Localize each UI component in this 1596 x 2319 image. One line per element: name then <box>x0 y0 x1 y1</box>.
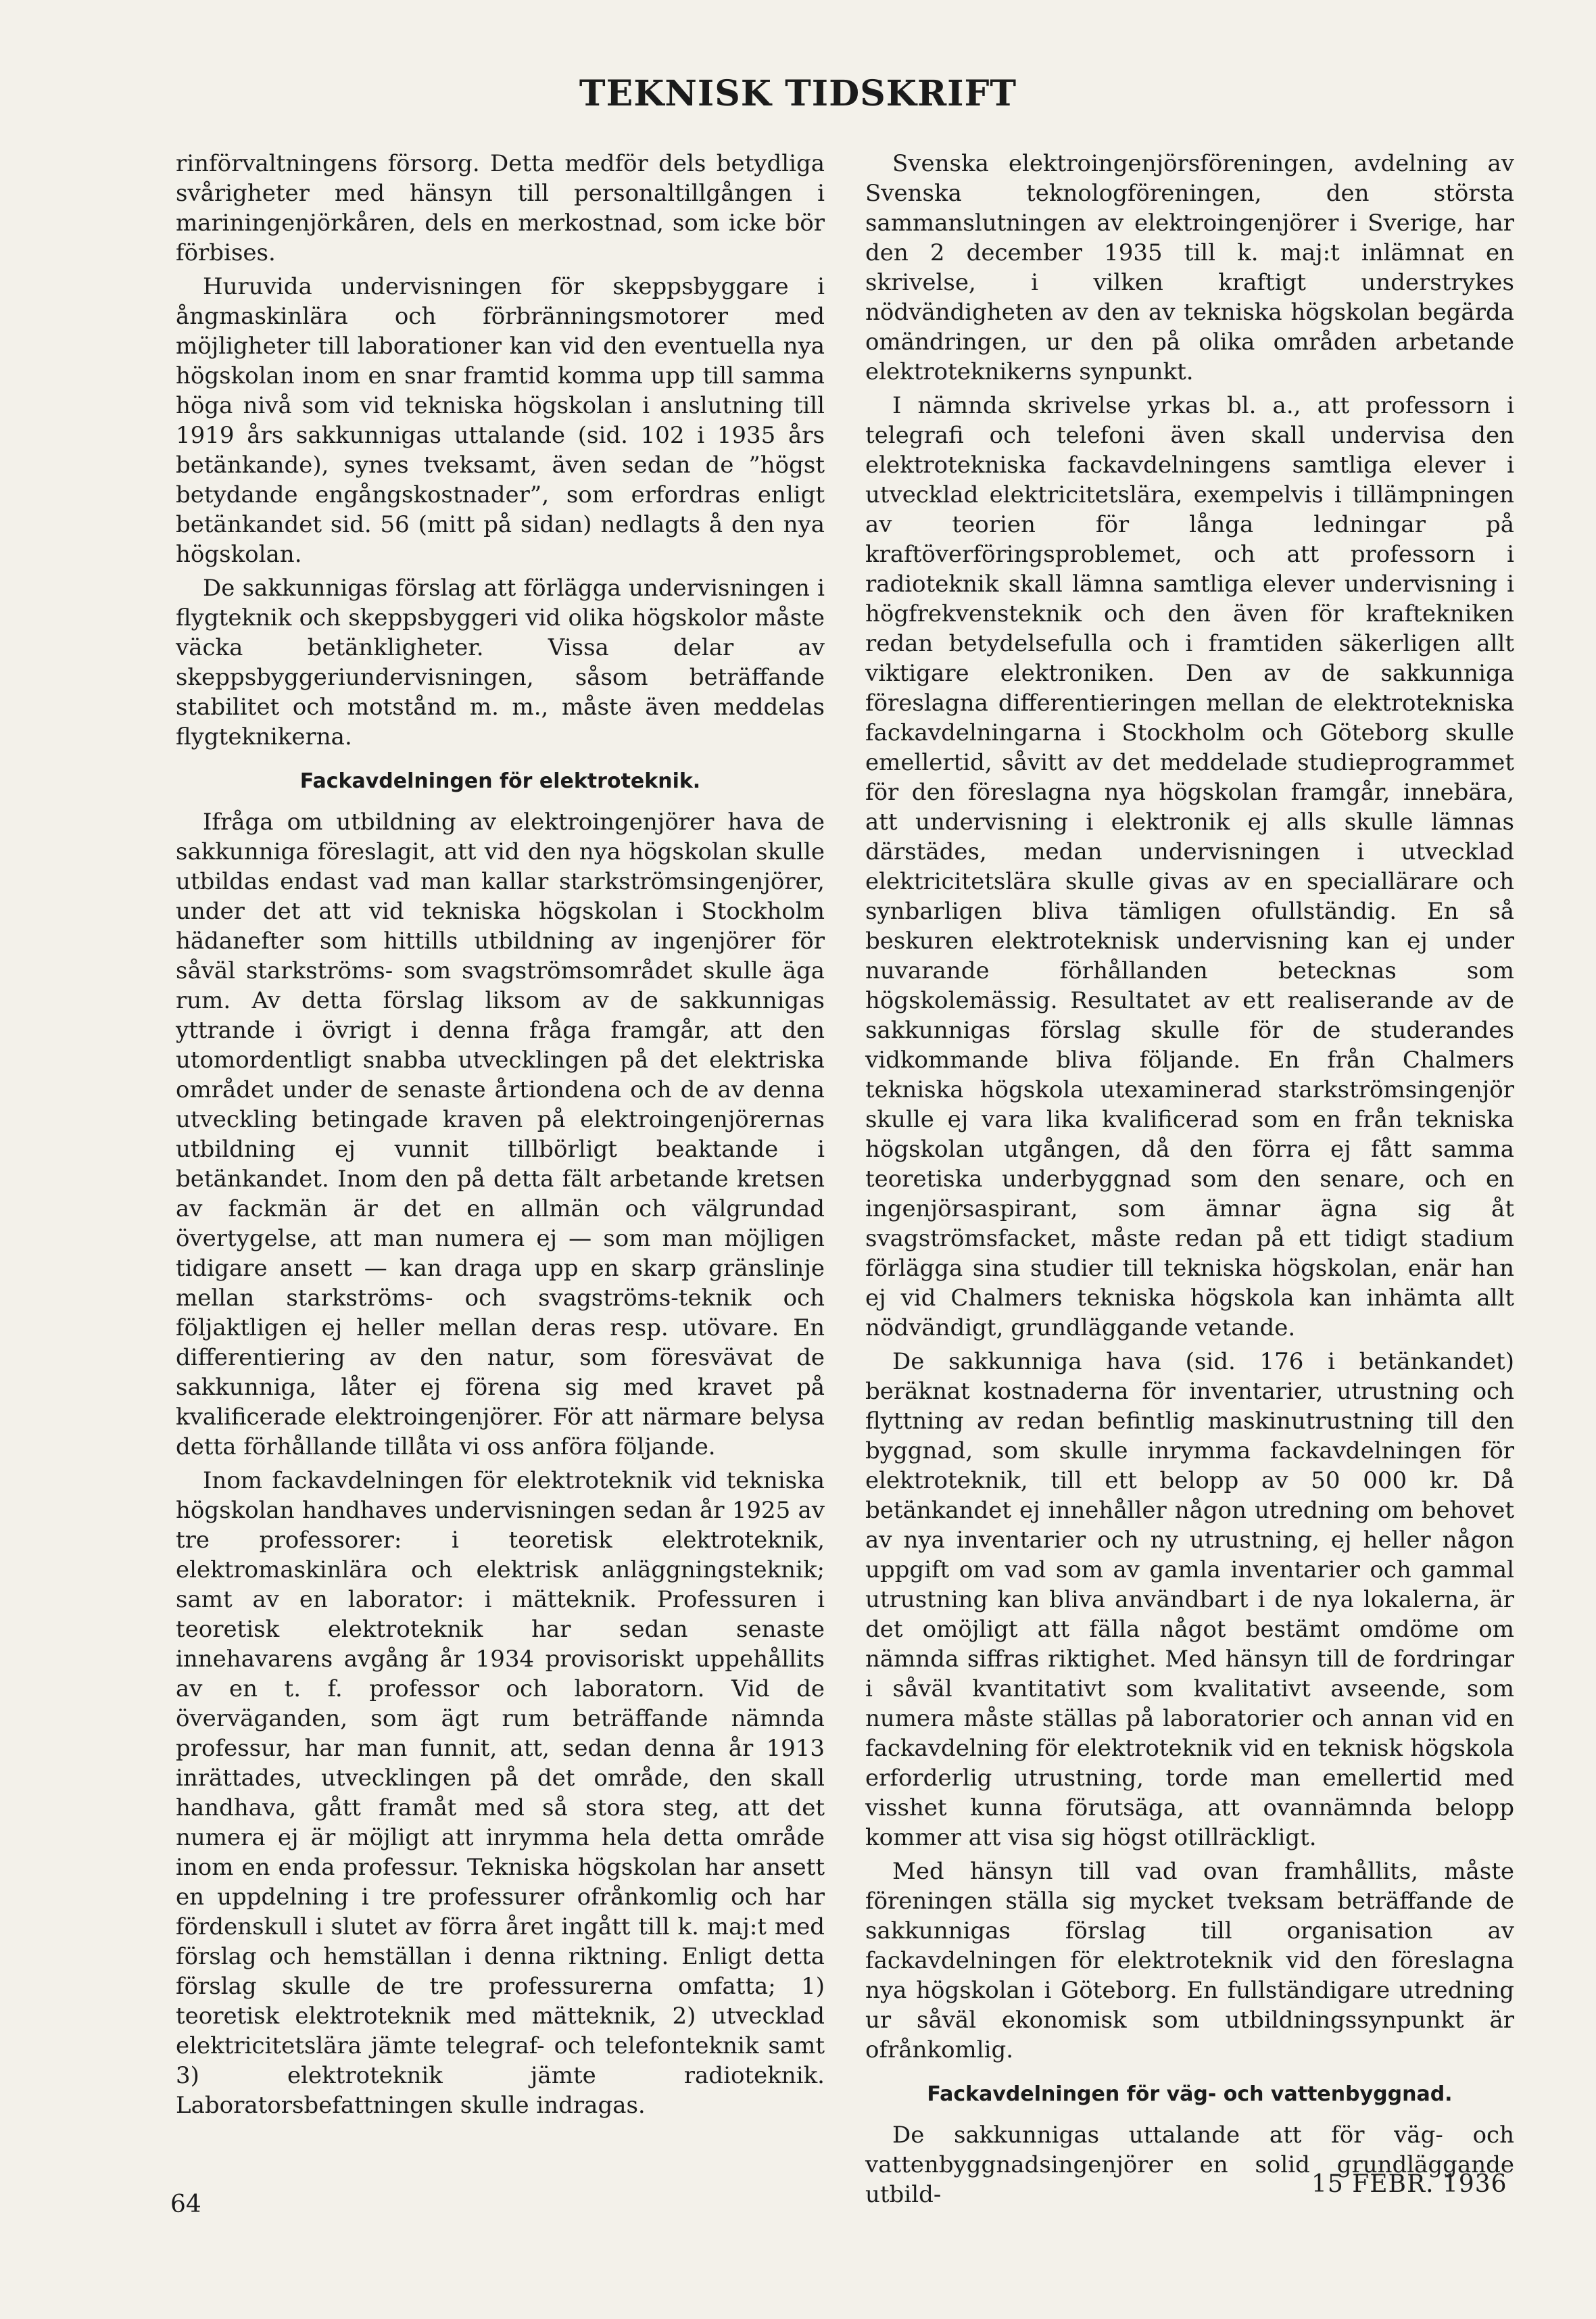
paragraph: Inom fackavdelningen för elektroteknik vid tekniska högskolan handhaves undervisningen sedan år 1925 av tre professorer: i teoretisk elektroteknik, elektromaskinlära och elektrisk anläggningsteknik; samt av en laborator: i mätteknik. Professuren i teoretisk elektroteknik har sedan senaste innehavarens avgång år 1934 provisoriskt uppehållits av en t. f. professor och laboratorn. Vid de överväganden, som ägt rum beträffande nämnda professur, har man funnit, att, sedan denna år 1913 inrättades, utvecklingen på det område, den skall handhava, gått framåt med så stora steg, att det numera ej är möjligt att inrymma hela detta område inom en enda professur. Tekniska högskolan har ansett en uppdelning i tre professurer ofrånkomlig och har fördenskull i slutet av förra året ingått till k. maj:t med förslag och hemställan i denna riktning. Enligt detta förslag skulle de tre professurerna omfatta; 1) teoretisk elektroteknik med mätteknik, 2) utvecklad elektricitetslära jämte telegraf- och telefonteknik samt 3) elektroteknik jämte radioteknik. Laboratorsbefattningen skulle indragas. <box>176 1467 825 2119</box>
issue-date: 15 FEBR. 1936 <box>1311 2170 1507 2198</box>
journal-header: TEKNISK TIDSKRIFT <box>579 73 1017 114</box>
paragraph: rinförvaltningens försorg. Detta medför dels betydliga svårigheter med hänsyn till personaltillgången i mariningenjörkåren, dels en merkostnad, som icke bör förbises. <box>176 150 825 266</box>
paragraph: De sakkunnigas förslag att förlägga undervisningen i flygteknik och skeppsbyggeri vid olika högskolor måste väcka betänkligheter. Vissa delar av skeppsbyggeriundervisningen, såsom beträffande stabilitet och motstånd m. m., måste även meddelas flygteknikerna. <box>176 575 825 750</box>
paragraph: Huruvida undervisningen för skeppsbyggare i ångmaskinlära och förbränningsmotorer med möjligheter till laborationer kan vid den eventuella nya högskolan inom en snar framtid komma upp till samma höga nivå som vid tekniska högskolan i anslutning till 1919 års sakkunnigas uttalande (sid. 102 i 1935 års betänkande), synes tveksamt, även sedan de ”högst betydande engångskostnader”, som erfordras enligt betänkandet sid. 56 (mitt på sidan) nedlagts å den nya högskolan. <box>176 273 825 568</box>
left-column <box>176 149 825 2124</box>
paragraph: De sakkunnigas uttalande att för väg- och vattenbyggnadsingenjörer en solid grundläggande utbild- <box>865 2122 1514 2208</box>
paragraph: I nämnda skrivelse yrkas bl. a., att professorn i telegrafi och telefoni även skall undervisa den elektrotekniska fackavdelningens samtliga elever i utvecklad elektricitetslära, exempelvis i tillämpningen av teorien för långa ledningar på kraftöverföringsproblemet, och att professorn i radioteknik skall lämna samtliga elever undervisning i högfrekvensteknik och den även för kraftekniken redan betydelsefulla och i framtiden säkerligen allt viktigare elektroniken. Den av de sakkunniga föreslagna differentieringen mellan de elektrotekniska fackavdelningarna i Stockholm och Göteborg skulle emellertid, såvitt av det meddelade studieprogrammet för den föreslagna nya högskolan framgår, innebära, att undervisning i elektronik ej alls skulle lämnas därstädes, medan undervisningen i utvecklad elektricitetslära skulle givas av en speciallärare och synbarligen bliva tämligen ofullständig. En så beskuren elektroteknisk undervisning kan ej under nuvarande förhållanden betecknas som högskolemässig. Resultatet av ett realiserande av de sakkunnigas förslag skulle för de studerandes vidkommande bliva följande. En från Chalmers tekniska högskola utexaminerad starkströmsingenjör skulle ej vara lika kvalificerad som en från tekniska högskolan utgången, då den förra ej fått samma teoretiska underbyggnad som den senare, och en ingenjörsaspirant, som ämnar ägna sig åt svagströmsfacket, måste redan på ett tidigt stadium förlägga sina studier till tekniska högskolan, enär han ej vid Chalmers tekniska högskola kan inhämta allt nödvändigt, grundläggande vetande. <box>865 392 1514 1341</box>
paragraph: Svenska elektroingenjörsföreningen, avdelning av Svenska teknologföreningen, den största sammanslutningen av elektroingenjörer i Sverige, har den 2 december 1935 till k. maj:t inlämnat en skrivelse, i vilken kraftigt understrykes nödvändigheten av den av tekniska högskolan begärda omändringen, ur den på olika områden arbetande elektroteknikerns synpunkt. <box>865 150 1514 385</box>
section-heading: Fackavdelningen för väg- och vattenbyggnad. <box>927 2082 1453 2106</box>
paragraph: Ifråga om utbildning av elektroingenjörer hava de sakkunniga föreslagit, att vid den nya högskolan skulle utbildas endast vad man kallar starkströmsingenjörer, under det att vid tekniska högskolan i Stockholm hädanefter som hittills utbildning av ingenjörer för såväl starkströms- som svagströmsområdet skulle äga rum. Av detta förslag liksom av de sakkunnigas yttrande i övrigt i denna fråga framgår, att den utomordentligt snabba utvecklingen på det elektriska området under de senaste årtiondena och de av denna utveckling betingade kraven på elektroingenjörernas utbildning ej vunnit tillbörligt beaktande i betänkandet. Inom den på detta fält arbetande kretsen av fackmän är det en allmän och välgrundad övertygelse, att man numera ej — som man möjligen tidigare ansett — kan draga upp en skarp gränslinje mellan starkströms- och svagströms-teknik och följaktligen ej heller mellan deras resp. utövare. En differentiering av den natur, som föresvävat de sakkunniga, låter ej förena sig med kravet på kvalificerade elektroingenjörer. För att närmare belysa detta förhållande tillåta vi oss anföra följande. <box>176 809 825 1460</box>
page-number: 64 <box>170 2191 201 2218</box>
paragraph: De sakkunniga hava (sid. 176 i betänkandet) beräknat kostnaderna för inventarier, utrustning och flyttning av redan befintlig maskinutrustning till den byggnad, som skulle inrymma fackavdelningen för elektroteknik, till ett belopp av 50 000 kr. Då betänkandet ej innehåller någon utredning om behovet av nya inventarier och ny utrustning, ej heller någon uppgift om vad som av gamla inventarier och gammal utrustning kan bliva användbart i de nya lokalerna, är det omöjligt att fälla något bestämt omdöme om nämnda siffras riktighet. Med hänsyn till de fordringar i såväl kvantitativt som kvalitativt avseende, som numera måste ställas på laboratorier och annan vid en fackavdelning för elektroteknik vid en teknisk högskola erforderlig utrustning, torde man emellertid med visshet kunna förutsäga, att ovannämnda belopp kommer att visa sig högst otillräckligt. <box>865 1348 1514 1851</box>
right-column <box>865 149 1514 2214</box>
paragraph: Med hänsyn till vad ovan framhållits, måste föreningen ställa sig mycket tveksam beträffande de sakkunnigas förslag till organisation av fackavdelningen för elektroteknik vid den föreslagna nya högskolan i Göteborg. En fullständigare utredning ur såväl ekonomisk som utbildningssynpunkt är ofrånkomlig. <box>865 1858 1514 2063</box>
section-heading: Fackavdelningen för elektroteknik. <box>299 769 701 793</box>
